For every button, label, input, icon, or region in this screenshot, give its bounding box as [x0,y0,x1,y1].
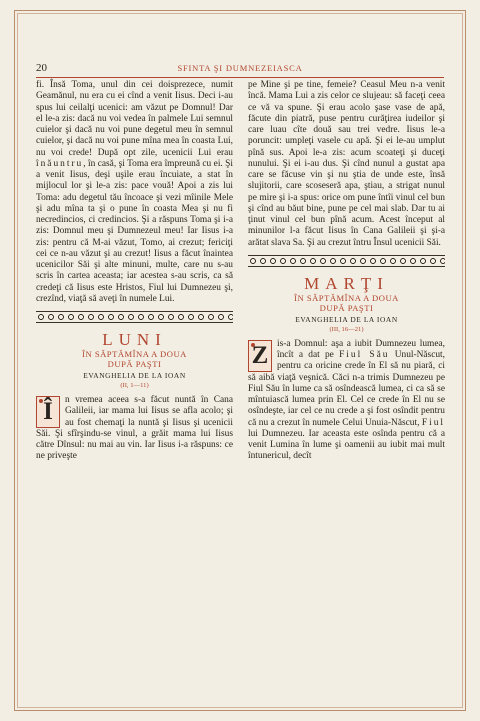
running-head: SFINTA ŞI DUMNEZEIASCA [177,63,303,73]
left-column [36,80,233,463]
drop-cap-letter: Î [43,398,53,425]
section-text: n vremea aceea s-a făcut nuntă în Cana Galileii, iar mama lui Iisus se afla acolo; şi au fost chemaţi la nuntă şi Iisus şi ucenicii Săi. Şi sfîrşindu-se vinul, a grăit mama lui Iisus către Dînsul: nu mai au vin. Iar Iisus i-a răspuns: ce ne priveşte [36,395,233,462]
spaced-word: înăuntru [36,158,84,169]
section-title-luni: LUNI [102,330,167,349]
text-segment: fi. Însă Toma, unul din cei doisprezece, numit Geamănul, nu era cu ei cînd a venit Iisus. Deci i-au spus lui ceilalţi ucenici: am văzut pe Domnul! Dar el le-a zis: dacă nu voi vedea în palmele Lui semnul cuielor şi dacă nu voi pune degetul meu în semnul cuielor, şi dacă nu voi pune mîna mea în coasta Lui, nu voi crede! După opt zile, ucenicii Lui erau [36,80,233,158]
section-body-luni [36,395,233,463]
page-number: 20 [36,62,47,74]
section-subtitle-line1: ÎN SĂPTĂMÎNA A DOUA [294,292,399,303]
spaced-word: Fiul [421,417,445,428]
gospel-reference: (II, 1—11) [120,382,149,389]
text-segment: Unul-Născut, pentru ca oricine crede în El să nu piară, ci să aibă viaţă veşnică. Căci n-a trimis Dumnezeu pe Fiul Său în lume ca să osîndească lumea, ci ca să se mîntuiască lumea prin El. Cel ce crede în El nu se osîndeşte, iar cel ce nu crede a şi fost osîndit pentru că nu a crezut în numele Celui Unuia-Născut, [248,350,445,428]
gospel-text-continuation: pe Mine şi pe tine, femeie? Ceasul Meu n-a venit încă. Mama Lui a zis celor ce slujeau: să faceţi ceea ce vă va spune. Şi erau acolo şase vase de apă, făcute din piatră, puse pentru curăţirea iudeilor şi care luau cîte două sau trei vedre. Iisus le-a poruncit: umpleţi vasele cu apă. Şi ei le-au umplut pînă sus. Apoi le-a zis: acum scoateţi şi duceţi nunului. Şi ei i-au dus. Şi cînd nunul a gustat apa care se făcuse vin şi nu ştia de unde este, însă slujitorii, care scoseseră apa, ştiau, a strigat nunul pe mire şi i-a spus: orice om pune întîi vinul cel bun şi cînd au băut bine, pune pe cel mai slab. Dar tu ai ţinut vinul cel bun pînă acum. Acest început al minunilor l-a făcut Iisus în Cana Galileii şi şi-a arătat slava Sa. Şi au crezut întru Însul ucenicii Săi. [248,80,445,248]
text-segment: is-a Domnul: aşa a iubit Dumnezeu lumea, încît a dat pe [277,338,445,360]
right-column [248,80,445,463]
drop-cap [248,340,272,372]
section-subtitle-line1: ÎN SĂPTĂMÎNA A DOUA [82,349,187,359]
gospel-heading: EVANGHELIA DE LA IOAN [83,371,186,380]
header-rule [36,77,444,78]
text-segment: lui Dumnezeu. Iar aceasta este osînda pentru că a venit Lumina în lume şi oamenii au iubit mai mult întunericul, decît [248,428,445,462]
section-body-marti [248,339,445,463]
section-subtitle-line2: DUPĂ PAŞTI [107,359,162,369]
section-subtitle-line2: DUPĂ PAŞTI [319,302,374,313]
text-segment: , în casă, şi Toma era împreună cu ei. Şi a venit Iisus, deşi uşile erau încuiate, a stat în mijlocul lor şi le-a zis: pace vouă! Apoi a zis lui Toma: adu degetul tău încoace şi vezi mîinile Mele şi adu mîna ta şi o pune în coasta Mea şi nu fi necredincios, ci credincios. Şi a răspuns Toma şi i-a zis: Domnul meu şi Dumnezeul meu! Iar Iisus i-a zis: pentru că M-ai văzut, Tomo, ai crezut; fericiţi cei ce n-au văzut şi au crezut! Iisus a făcut înaintea ucenicilor Săi şi alte minuni, multe, care nu s-au scris în cartea aceasta; iar acestea s-au scris, ca să credeţi că Iisus este Hristos, Fiul lui Dumnezeu şi, crezînd, viaţă să aveţi în numele Lui. [36,158,233,304]
ornamental-divider [248,255,445,267]
gospel-reference: (III, 16—21) [329,325,364,333]
section-text [248,339,445,463]
gospel-heading: EVANGHELIA DE LA IOAN [295,314,398,324]
drop-cap [36,396,60,428]
page-header [36,62,444,76]
drop-cap-letter: Z [251,341,269,369]
gospel-text-continuation [36,80,233,305]
section-title-marti: MARŢI [304,273,389,293]
ornamental-divider [36,311,233,323]
spaced-word: Fiul Său [339,350,390,360]
